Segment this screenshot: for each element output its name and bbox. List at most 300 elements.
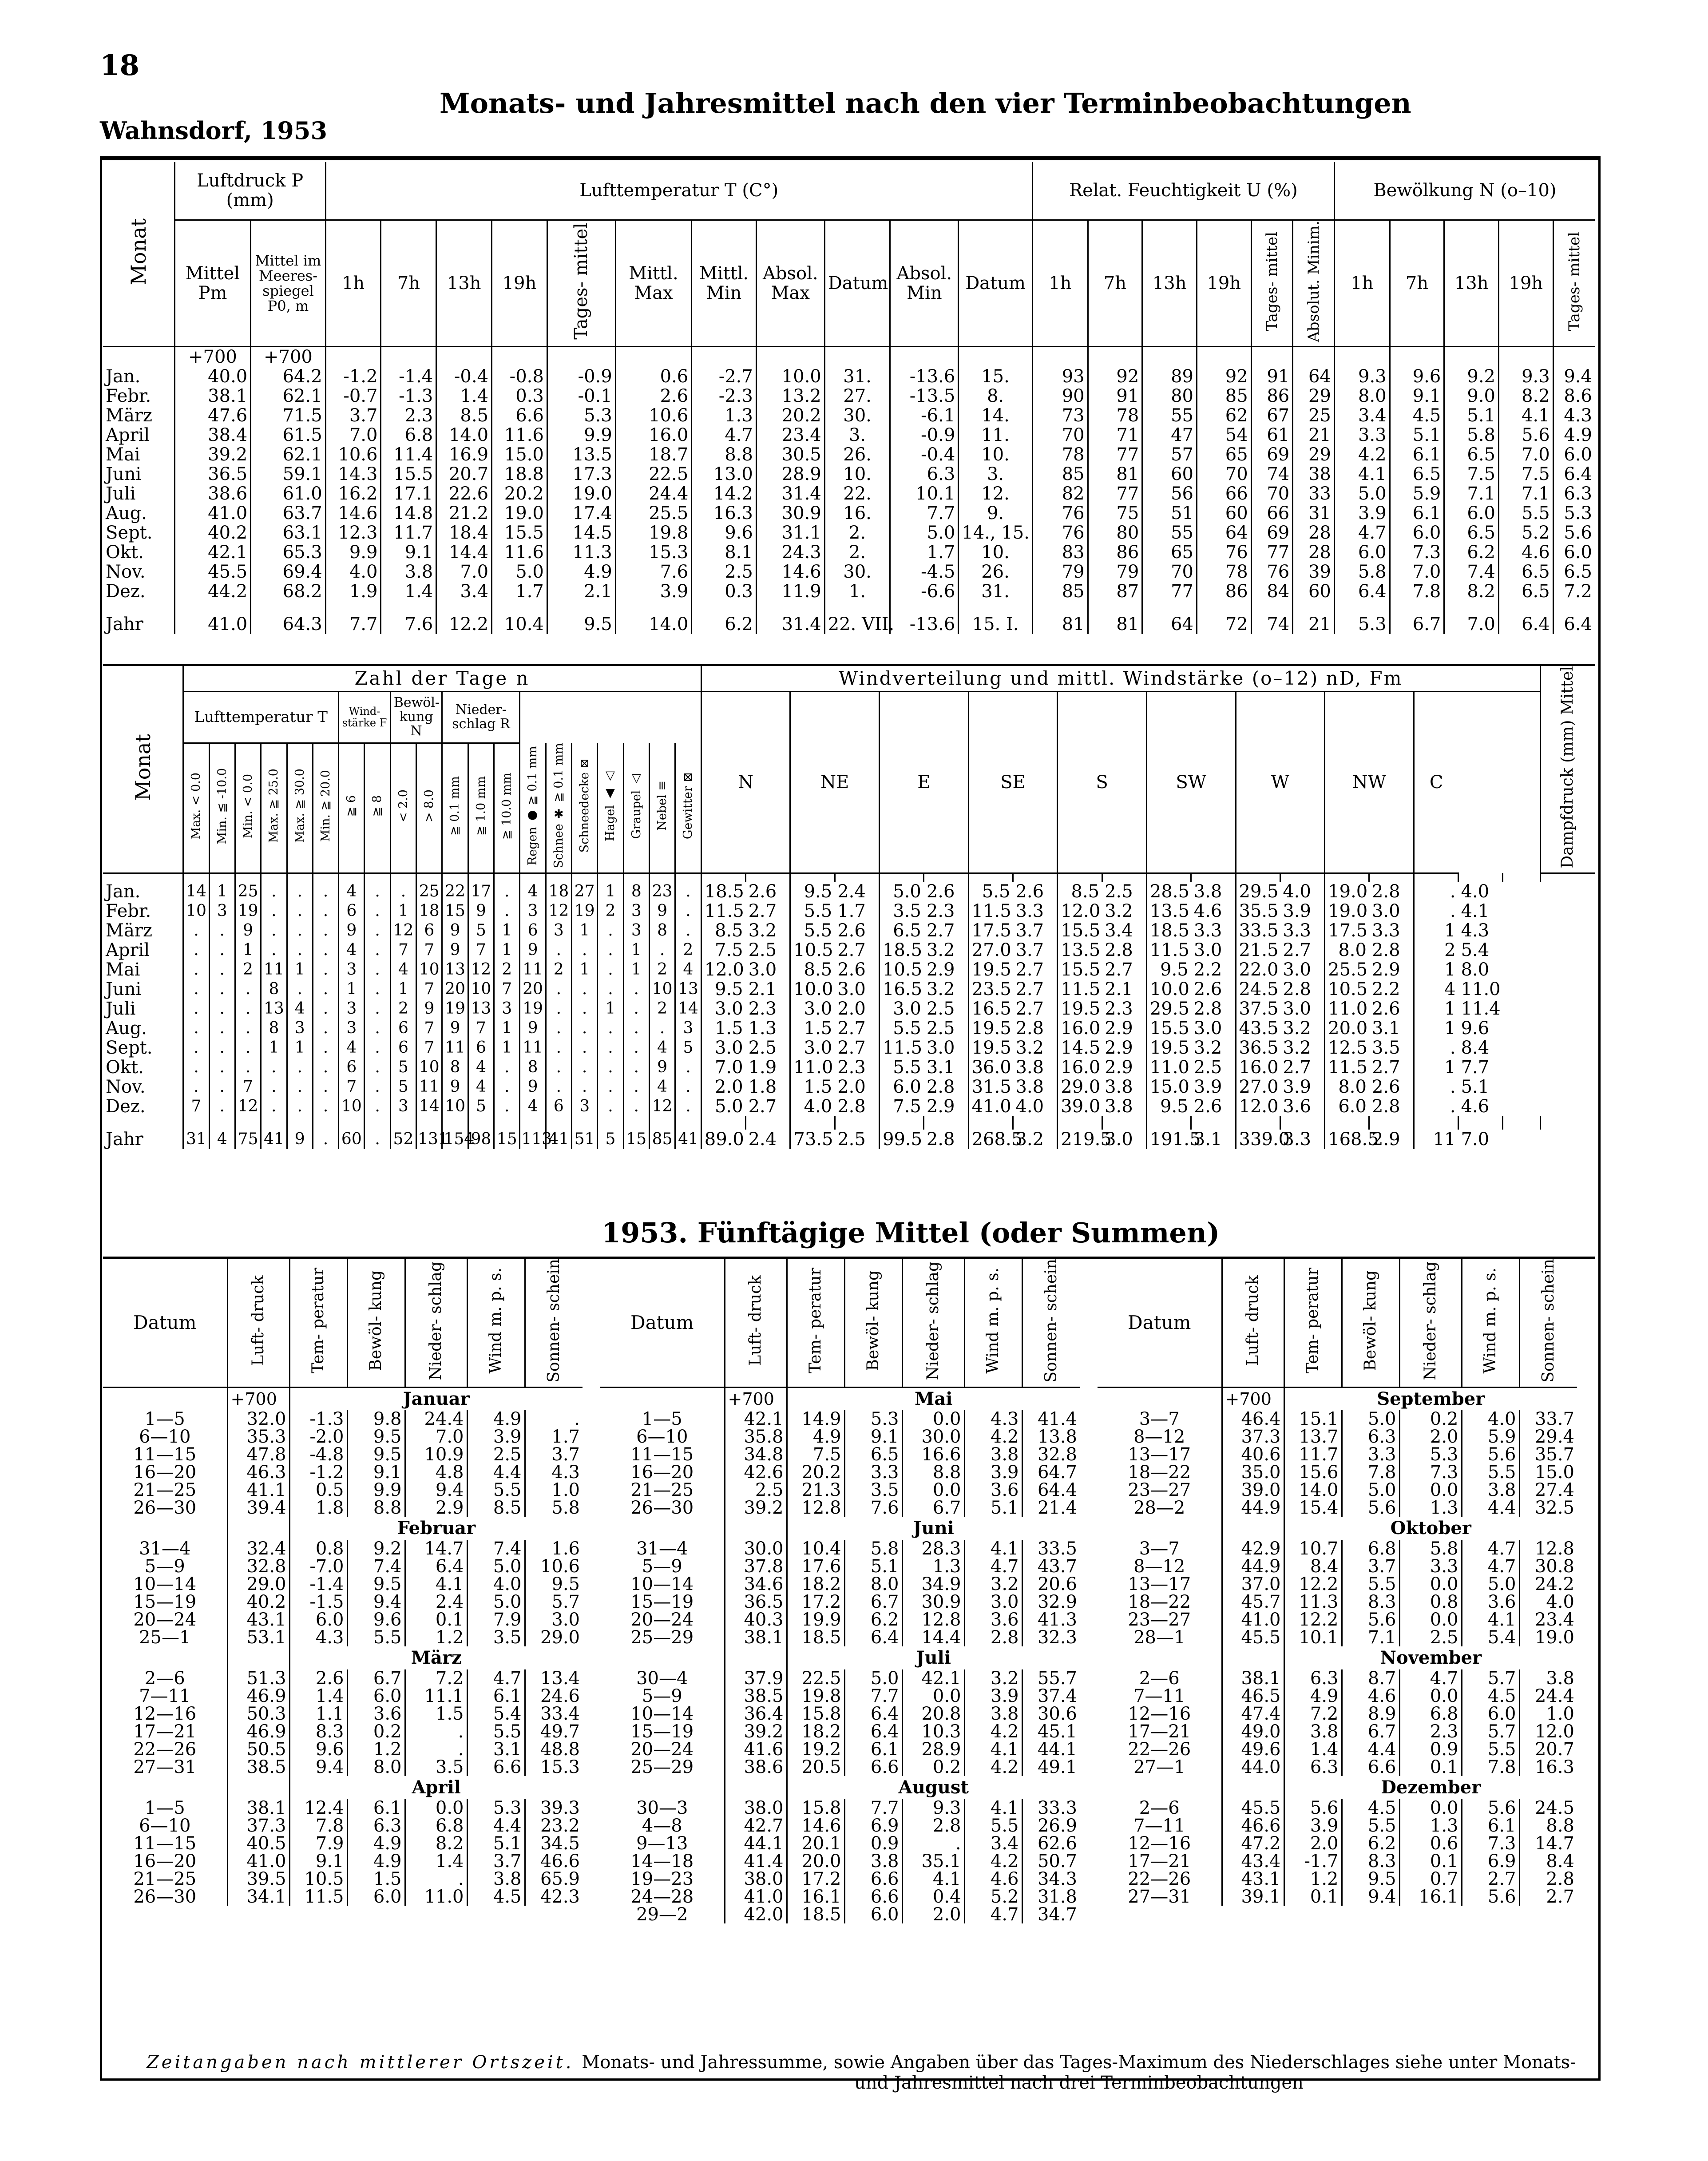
table-row	[103, 1019, 1595, 1038]
table-cell: 9	[442, 1077, 468, 1097]
table-cell: 1	[390, 979, 416, 999]
table-cell: 52	[390, 1130, 416, 1149]
table-cell: 2.8	[1519, 1870, 1577, 1888]
table-cell: 15.8	[787, 1705, 844, 1723]
table-cell: 2.9	[1371, 960, 1400, 980]
table-cell: 4.7	[1462, 1558, 1519, 1575]
table-cell: 0.6	[615, 367, 692, 386]
table-cell: 37.0	[1222, 1575, 1284, 1593]
table-cell: 16.5	[880, 979, 924, 999]
table-cell: 82	[1032, 484, 1088, 504]
col-pm: Pm	[198, 282, 227, 303]
table-cell: 2.6	[1193, 979, 1222, 1000]
table-cell: 9	[649, 901, 675, 921]
table-cell: 70	[1142, 562, 1197, 582]
table-cell: 2.8	[1371, 940, 1400, 961]
table-cell: 10	[416, 960, 442, 979]
table-cell: 6	[468, 1038, 494, 1058]
table-cell: 3.0	[701, 1038, 745, 1058]
table-cell: .	[261, 1097, 287, 1116]
table-cell: 20.0	[787, 1852, 844, 1870]
table-cell: 1	[623, 940, 649, 960]
table-cell: 3.0	[880, 999, 924, 1019]
table-cell: 19	[520, 999, 546, 1019]
table-cell: 7.5	[1499, 464, 1553, 484]
table-cell: .	[287, 979, 313, 999]
table-cell: 4.0	[1461, 881, 1490, 902]
row-month: Okt.	[106, 1057, 144, 1078]
page-title: Monats- und Jahresmittel nach den vier Terminbeobachtungen	[440, 87, 1411, 119]
table-cell: 4.3	[289, 1629, 347, 1646]
table-row	[1098, 1593, 1577, 1611]
table-cell: 7.5	[1444, 464, 1499, 484]
row-month: Juli	[106, 484, 136, 504]
table-cell: 7.0	[1444, 615, 1499, 634]
table-cell: 4.2	[964, 1428, 1022, 1446]
pressure-offset: +700	[251, 347, 325, 367]
table-cell: 64	[1142, 615, 1197, 634]
table-cell: 1	[287, 960, 313, 979]
table-cell: 8.2	[1444, 582, 1499, 601]
table-row	[103, 1669, 583, 1687]
table-cell: .	[313, 1019, 338, 1038]
table-cell: 1	[494, 1038, 520, 1058]
table-cell: 83	[1032, 543, 1088, 562]
table-cell: 20.2	[756, 406, 824, 425]
table-cell: 3	[494, 999, 520, 1019]
table-cell: 9.2	[1444, 367, 1499, 386]
table-cell: .	[405, 1741, 467, 1758]
table-cell: 15.0	[1519, 1463, 1577, 1481]
table-cell: 18.5	[880, 940, 924, 960]
table-cell: 11.0	[1461, 979, 1501, 1000]
table-cell: 14.5	[1058, 1038, 1102, 1058]
table-cell: 76	[1251, 562, 1293, 582]
table-cell: 5.5	[790, 921, 835, 940]
table-cell: 19.0	[1325, 882, 1369, 901]
table-cell: 39	[1293, 562, 1335, 582]
five-day-section	[103, 1257, 1595, 2058]
table-cell: 9.5	[525, 1575, 583, 1593]
table-cell: 18.5	[1146, 921, 1191, 940]
table-cell: 40.2	[227, 1593, 289, 1611]
table-cell: 44.1	[1022, 1741, 1080, 1758]
table-cell: 15.6	[1284, 1463, 1342, 1481]
table-cell: 7.6	[381, 615, 436, 634]
table-cell: 29.0	[227, 1575, 289, 1593]
table-cell: 31	[183, 1130, 209, 1149]
table-cell: 4.0	[1519, 1593, 1577, 1611]
offset-blank	[381, 347, 436, 367]
table-cell: 6.1	[844, 1741, 902, 1758]
table-cell: 10.5	[1325, 979, 1369, 999]
offset-blank	[890, 347, 959, 367]
sub-niederschlag: Nieder- schlag R	[442, 692, 520, 743]
table-cell: 3.0	[1105, 1129, 1133, 1150]
table-cell: 9	[442, 1019, 468, 1038]
table-cell: .	[313, 921, 338, 940]
table-row	[600, 1499, 1080, 1517]
table-cell: 8.4	[1284, 1558, 1342, 1575]
table-cell: 2.6	[748, 881, 777, 902]
table-cell: 6.7	[902, 1499, 964, 1517]
table-row	[600, 1705, 1080, 1723]
table-cell: 3.0	[837, 979, 866, 1000]
table-row	[600, 1611, 1080, 1629]
table-cell: 9	[287, 1130, 313, 1149]
table-cell: 1	[209, 882, 235, 901]
table-cell: 3.2	[1015, 1038, 1044, 1059]
table-cell: 28.9	[902, 1741, 964, 1758]
table-cell: 25	[1293, 406, 1335, 425]
table-cell: 34.5	[525, 1835, 583, 1852]
table-cell: 2.5	[926, 999, 955, 1019]
table-cell: 8.0	[844, 1575, 902, 1593]
table-cell: 47	[1142, 425, 1197, 445]
table-cell: 8	[520, 1058, 546, 1077]
table-cell: 5.5	[467, 1481, 525, 1499]
table-cell: 50.7	[1022, 1852, 1080, 1870]
month-spacer	[1098, 1387, 1222, 1410]
table-cell: 80	[1088, 523, 1142, 543]
table-cell: -1.4	[289, 1575, 347, 1593]
table-cell: .	[598, 1058, 623, 1077]
table-row	[103, 1077, 1595, 1097]
table-cell: 9.4	[347, 1593, 405, 1611]
table-cell: .	[365, 1058, 390, 1077]
table-cell: 17.3	[547, 464, 615, 484]
table-cell: 41.1	[227, 1481, 289, 1499]
table-cell: 2.8	[926, 1077, 955, 1098]
offset-blank	[1197, 347, 1251, 367]
table-cell: 13.7	[1284, 1428, 1342, 1446]
table-row	[103, 979, 1595, 999]
table-row	[1098, 1723, 1577, 1741]
page-number: 18	[100, 49, 140, 82]
table-cell: 17.2	[787, 1593, 844, 1611]
table-cell: 10.7	[1284, 1540, 1342, 1558]
table-cell: 11.5	[289, 1888, 347, 1906]
table-cell: 8.7	[1342, 1669, 1399, 1687]
table-cell: 12.0	[701, 960, 745, 979]
offset-blank	[1444, 347, 1499, 367]
five-day-title: 1953. Fünftägige Mittel (oder Summen)	[602, 1217, 1220, 1249]
table-cell: 37.9	[725, 1669, 787, 1687]
table-cell: 7.5	[787, 1446, 844, 1463]
table-cell: 9.5	[347, 1446, 405, 1463]
table-cell: 7	[416, 1019, 442, 1038]
table-cell: 20.8	[902, 1705, 964, 1723]
table-row	[103, 1705, 583, 1723]
table-cell: 10.5	[289, 1870, 347, 1888]
row-period: 4—8	[642, 1816, 682, 1836]
table-cell: 9.5	[701, 979, 745, 999]
table-cell: 30.	[824, 562, 890, 582]
table-cell: 1	[494, 921, 520, 940]
table-cell: 49.1	[1022, 1758, 1080, 1776]
table-cell: 89	[1142, 367, 1197, 386]
table-cell: 4.1	[964, 1741, 1022, 1758]
table-cell: 7.5	[701, 940, 745, 960]
col-fiveday-4: Nieder- schlag	[1421, 1261, 1439, 1380]
table-cell: .	[365, 1019, 390, 1038]
table-cell: 2.6	[615, 386, 692, 406]
table-cell: 3	[339, 960, 365, 979]
group-luftdruck: Luftdruck P (mm)	[174, 162, 325, 220]
table-cell: 2.2	[1193, 960, 1222, 980]
table-cell: .	[571, 1058, 597, 1077]
row-period: 7—11	[1133, 1816, 1185, 1836]
table-cell: .	[675, 1058, 701, 1077]
table-cell: 3.9	[1334, 504, 1390, 523]
table-cell: 24.4	[405, 1410, 467, 1428]
table-cell: 6.2	[1444, 543, 1499, 562]
table-cell: 3.3	[844, 1463, 902, 1481]
table-cell: 7	[390, 940, 416, 960]
table-cell: 0.9	[844, 1835, 902, 1852]
table-cell: 15.5	[492, 523, 547, 543]
table-cell: 51.3	[227, 1669, 289, 1687]
row-month: Okt.	[106, 542, 144, 563]
table-cell: 2.8	[926, 1129, 955, 1150]
table-cell: -13.6	[890, 367, 959, 386]
table-cell: 3.3	[1371, 920, 1400, 941]
col-days-3: Min. < 0.0	[241, 773, 255, 838]
table-cell: 1.5	[405, 1705, 467, 1723]
table-cell: .	[261, 901, 287, 921]
table-cell: .	[287, 921, 313, 940]
table-cell: .	[598, 960, 623, 979]
table-cell: 4.0	[325, 562, 381, 582]
table-cell: 13	[675, 979, 701, 999]
table-cell: 8.1	[692, 543, 757, 562]
table-cell: 2	[546, 960, 571, 979]
table-cell: 11	[416, 1077, 442, 1097]
table-cell: 7.7	[844, 1799, 902, 1817]
table-cell: 5.1	[1390, 425, 1444, 445]
table-cell: .	[235, 1058, 261, 1077]
table-cell: 14.6	[787, 1817, 844, 1835]
col-monat-2: Monat	[131, 734, 155, 801]
table-cell: .	[209, 1097, 235, 1116]
table-row	[103, 1463, 583, 1481]
table-cell: 13	[442, 960, 468, 979]
col-days-4: Max. ≧ 25.0	[267, 769, 281, 843]
table-row	[1098, 1611, 1577, 1629]
table-cell: 113	[520, 1130, 546, 1149]
table-cell: 21.2	[436, 504, 492, 523]
table-cell: 1.5	[790, 1077, 835, 1097]
table-cell: 9.5	[1146, 1097, 1191, 1116]
sub-bewoelkung: Bewöl- kung N	[390, 692, 442, 743]
table-cell: 1.9	[748, 1057, 777, 1078]
row-period: 12—16	[1128, 1833, 1191, 1854]
col-tagesmittel: Tages- mittel	[571, 223, 592, 340]
table-cell: 20.2	[787, 1463, 844, 1481]
table-cell: 14.5	[547, 523, 615, 543]
table-cell: 18.4	[436, 523, 492, 543]
row-period: 27—1	[1133, 1757, 1185, 1778]
table-cell: 16.0	[1058, 1019, 1102, 1038]
table-cell: 41.3	[1022, 1611, 1080, 1629]
table-row	[103, 882, 1595, 901]
table-cell: 0.0	[1399, 1687, 1462, 1705]
table-cell: 10.3	[902, 1723, 964, 1741]
table-cell: 3.0	[926, 1038, 955, 1059]
table-cell: 24.3	[756, 543, 824, 562]
row-period: 28—2	[1133, 1498, 1185, 1519]
table-cell: 4	[468, 1077, 494, 1097]
table-row	[1098, 1705, 1577, 1723]
table-cell: 8.4	[1519, 1852, 1577, 1870]
table-cell: 16.5	[968, 999, 1013, 1019]
table-cell: 5	[390, 1077, 416, 1097]
table-cell: 14.0	[1284, 1481, 1342, 1499]
table-row	[103, 1481, 583, 1499]
table-cell: .	[623, 1077, 649, 1097]
table-cell: 15.3	[615, 543, 692, 562]
table-cell: 31.8	[1022, 1888, 1080, 1906]
table-cell: 11.5	[1058, 979, 1102, 999]
table-cell: 4.2	[1334, 445, 1390, 464]
col-fiveday-6: Sonnen- schein	[1539, 1259, 1557, 1383]
table-cell: 2.6	[289, 1669, 347, 1687]
table-cell: 9.9	[325, 543, 381, 562]
year-row	[103, 1130, 1595, 1149]
table-cell: 18	[416, 901, 442, 921]
table-cell: 9.5	[347, 1575, 405, 1593]
table-cell: 0.2	[1399, 1410, 1462, 1428]
table-cell: .	[675, 901, 701, 921]
table-cell: 131	[416, 1130, 442, 1149]
table-cell: 2	[649, 999, 675, 1019]
table-cell: 12.8	[902, 1611, 964, 1629]
table-cell: 11.5	[880, 1038, 924, 1058]
table-cell: 3	[546, 921, 571, 940]
table-cell: -1.3	[289, 1410, 347, 1428]
table-cell: 3.9	[964, 1463, 1022, 1481]
table-cell: .	[183, 1038, 209, 1058]
pressure-offset	[725, 1646, 787, 1669]
table-cell: 26.	[824, 445, 890, 464]
table-cell: 9.9	[547, 425, 615, 445]
table-cell: 3.0	[701, 999, 745, 1019]
table-cell: 9	[468, 901, 494, 921]
table-cell: 54	[1197, 425, 1251, 445]
table-cell: 3	[339, 999, 365, 1019]
table-cell: 5.0	[890, 523, 959, 543]
table-cell: 42.6	[725, 1463, 787, 1481]
table-cell: 8.3	[1342, 1593, 1399, 1611]
table-cell: 11.0	[790, 1058, 835, 1077]
table-cell: 4.4	[1342, 1741, 1399, 1758]
table-cell: 10	[442, 1097, 468, 1116]
month-heading: Juni	[787, 1517, 1080, 1540]
table-cell: 4.5	[467, 1888, 525, 1906]
table-cell: 20.6	[1022, 1575, 1080, 1593]
table-cell: 35.5	[1236, 901, 1280, 921]
table-cell: 10	[339, 1097, 365, 1116]
col-days-6: Min. ≧ 20.0	[318, 770, 333, 842]
table-cell: 339.0	[1236, 1130, 1280, 1149]
table-cell: 32.8	[227, 1558, 289, 1575]
five-day-block-2	[600, 1259, 1080, 1923]
table-cell: .	[623, 1038, 649, 1058]
table-cell: 33.5	[1236, 921, 1280, 940]
table-cell: .	[313, 999, 338, 1019]
row-period: 20—24	[630, 1739, 694, 1760]
row-month: Febr.	[106, 901, 151, 922]
table-cell: 8.9	[1342, 1705, 1399, 1723]
table-cell: 2.4	[837, 881, 866, 902]
table-cell: 7.1	[1342, 1629, 1399, 1646]
row-period: 7—11	[1133, 1686, 1185, 1707]
table-cell: 9.4	[405, 1481, 467, 1499]
table-cell: 8	[649, 921, 675, 940]
table-row	[103, 425, 1595, 445]
table-cell: 7.2	[1553, 582, 1595, 601]
row-month: Jahr	[106, 1129, 143, 1150]
table-cell: 6.0	[347, 1888, 405, 1906]
table-cell: 1.4	[405, 1852, 467, 1870]
table-row	[1098, 1428, 1577, 1446]
table-cell: 10.	[959, 445, 1033, 464]
table-cell: 5.1	[964, 1499, 1022, 1517]
table-cell: 4.1	[902, 1870, 964, 1888]
table-cell: 1	[494, 940, 520, 960]
table-cell: 7	[468, 940, 494, 960]
table-cell: 19.5	[968, 960, 1013, 979]
wind-se: SE	[968, 692, 1058, 873]
row-year: Jahr	[106, 614, 143, 635]
table-cell: 60	[1293, 582, 1335, 601]
table-cell: 1.4	[381, 582, 436, 601]
table-cell: 7.8	[289, 1817, 347, 1835]
table-cell: 47.2	[1222, 1835, 1284, 1852]
table-cell: 8.0	[1325, 1077, 1369, 1097]
table-cell: 62.6	[1022, 1835, 1080, 1852]
table-cell: 3.5	[467, 1629, 525, 1646]
table-cell: 0.0	[1399, 1481, 1462, 1499]
table-row	[103, 1058, 1595, 1077]
table-cell: 46.5	[1222, 1687, 1284, 1705]
row-month: Jan.	[106, 881, 141, 902]
table-cell: 1.5	[347, 1870, 405, 1888]
row-period: 1—5	[144, 1409, 185, 1430]
table-cell: 6.0	[1553, 543, 1595, 562]
table-cell: 3	[287, 1019, 313, 1038]
table-cell: 6.9	[1462, 1852, 1519, 1870]
table-cell: 10	[183, 901, 209, 921]
table-cell: 15.5	[1058, 921, 1102, 940]
table-cell: 6.3	[1553, 484, 1595, 504]
table-cell: 22.	[824, 484, 890, 504]
table-cell: 36.5	[725, 1593, 787, 1611]
row-period: 18—22	[1128, 1592, 1191, 1613]
station-label: Wahnsdorf, 1953	[100, 116, 328, 145]
table-cell: 34.6	[725, 1575, 787, 1593]
row-month: Mai	[106, 960, 140, 980]
table-cell: 10.4	[787, 1540, 844, 1558]
table-cell: 27.0	[968, 940, 1013, 960]
table-cell: 14	[183, 882, 209, 901]
row-period: 11—15	[133, 1833, 197, 1854]
table-cell: 8.0	[1334, 386, 1390, 406]
col-fiveday-3: Bewöl- kung	[864, 1270, 882, 1371]
table-cell: 4.4	[467, 1817, 525, 1835]
month-spacer	[1098, 1517, 1222, 1540]
table-cell: 19	[442, 999, 468, 1019]
